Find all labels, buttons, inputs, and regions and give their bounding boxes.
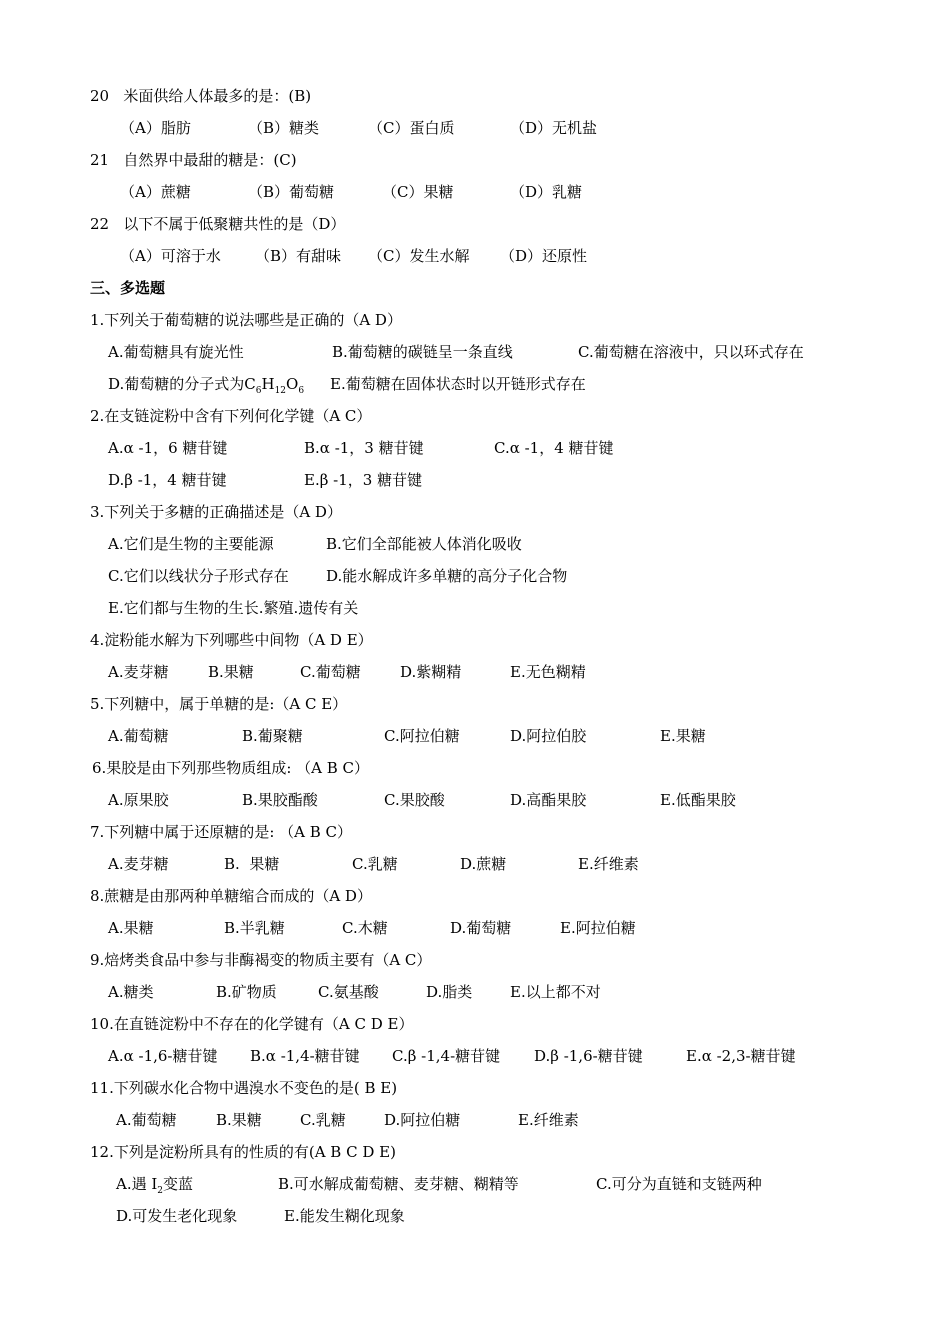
m6-option-c: C.果胶酸 (384, 791, 445, 809)
m6-option-d: D.高酯果胶 (510, 791, 587, 809)
m1-option-c: C.葡萄糖在溶液中，只以环式存在 (578, 343, 804, 361)
mc-question-11: 11.下列碳水化合物中遇溴水不变色的是( B E) (90, 1079, 398, 1097)
question-21: 21 自然界中最甜的糖是：(C) (90, 151, 297, 169)
m5-option-c: C.阿拉伯糖 (384, 727, 460, 745)
mc-question-2: 2.在支链淀粉中含有下列何化学键（A C） (90, 407, 372, 425)
q20-option-a: （A）脂肪 (120, 119, 191, 137)
m10-option-a: A.α -1,6-糖苷键 (108, 1047, 218, 1065)
m1-option-d-text: D.葡萄糖的分子式为C (108, 375, 256, 393)
m11-option-e: E.纤维素 (518, 1111, 579, 1129)
mc-question-12: 12.下列是淀粉所具有的性质的有(A B C D E) (90, 1143, 396, 1161)
q21-option-d: （D）乳糖 (510, 183, 583, 201)
m11-option-b: B.果糖 (216, 1111, 262, 1129)
m1-sub-h: 12 (274, 386, 287, 396)
m9-option-e: E.以上都不对 (510, 983, 601, 1001)
m11-option-c: C.乳糖 (300, 1111, 346, 1129)
m3-option-b: B.它们全部能被人体消化吸收 (326, 535, 522, 553)
m7-option-a: A.麦芽糖 (108, 855, 169, 873)
q22-option-a: （A）可溶于水 (120, 247, 221, 265)
m3-option-c: C.它们以线状分子形式存在 (108, 567, 289, 585)
m2-option-e: E.β -1，3 糖苷键 (304, 471, 423, 489)
m1-option-d (108, 374, 304, 394)
m4-option-e: E.无色糊精 (510, 663, 586, 681)
q22-option-d: （D）还原性 (500, 247, 588, 265)
mc-question-9: 9.焙烤类食品中参与非酶褐变的物质主要有（A C） (90, 951, 432, 969)
m2-option-d: D.β -1，4 糖苷键 (108, 471, 227, 489)
mc-question-7: 7.下列糖中属于还原糖的是: （A B C） (90, 823, 353, 841)
m12-option-a-text: A.遇 I (116, 1175, 158, 1193)
m4-option-a: A.麦芽糖 (108, 663, 169, 681)
m9-option-c: C.氨基酸 (318, 983, 379, 1001)
m8-option-d: D.葡萄糖 (450, 919, 512, 937)
m7-option-b: B. 果糖 (224, 855, 280, 873)
m10-option-c: C.β -1,4-糖苷键 (392, 1047, 501, 1065)
m5-option-a: A.葡萄糖 (108, 727, 169, 745)
m10-option-d: D.β -1,6-糖苷键 (534, 1047, 643, 1065)
m5-option-b: B.葡聚糖 (242, 727, 303, 745)
m4-option-c: C.葡萄糖 (300, 663, 361, 681)
m4-option-b: B.果糖 (208, 663, 254, 681)
q22-option-b: （B）有甜味 (255, 247, 342, 265)
m1-sub-o: 6 (298, 386, 305, 396)
m2-option-c: C.α -1，4 糖苷键 (494, 439, 614, 457)
m12-option-a (116, 1174, 193, 1194)
m8-option-a: A.果糖 (108, 919, 154, 937)
m5-option-e: E.果糖 (660, 727, 706, 745)
m10-option-b: B.α -1,4-糖苷键 (250, 1047, 360, 1065)
m6-option-a: A.原果胶 (108, 791, 169, 809)
mc-question-5: 5.下列糖中，属于单糖的是:（A C E） (90, 695, 348, 713)
m4-option-d: D.紫糊精 (400, 663, 462, 681)
m12-option-b: B.可水解成葡萄糖、麦芽糖、糊精等 (278, 1175, 519, 1193)
m8-option-c: C.木糖 (342, 919, 388, 937)
m8-option-e: E.阿拉伯糖 (560, 919, 636, 937)
m1-h: H (261, 375, 275, 393)
m11-option-a: A.葡萄糖 (116, 1111, 177, 1129)
q21-option-a: （A）蔗糖 (120, 183, 191, 201)
m1-option-e: E.葡萄糖在固体状态时以开链形式存在 (330, 375, 586, 393)
m9-option-d: D.脂类 (426, 983, 473, 1001)
q22-option-c: （C）发生水解 (368, 247, 470, 265)
m1-option-a: A.葡萄糖具有旋光性 (108, 343, 244, 361)
m12-option-d: D.可发生老化现象 (116, 1207, 238, 1225)
m7-option-e: E.纤维素 (578, 855, 639, 873)
mc-question-8: 8.蔗糖是由那两种单糖缩合而成的（A D） (90, 887, 372, 905)
section-heading: 三、多选题 (90, 279, 166, 297)
m1-sub-c: 6 (255, 386, 262, 396)
mc-question-4: 4.淀粉能水解为下列哪些中间物（A D E） (90, 631, 373, 649)
m3-option-e: E.它们都与生物的生长.繁殖.遗传有关 (108, 599, 359, 617)
mc-question-1: 1.下列关于葡萄糖的说法哪些是正确的（A D） (90, 311, 402, 329)
m12-option-a-suffix: 变蓝 (163, 1175, 194, 1193)
m11-option-d: D.阿拉伯糖 (384, 1111, 461, 1129)
m12-option-e: E.能发生糊化现象 (284, 1207, 405, 1225)
q20-option-b: （B）糖类 (248, 119, 320, 137)
m2-option-b: B.α -1，3 糖苷键 (304, 439, 424, 457)
q21-option-b: （B）葡萄糖 (248, 183, 335, 201)
m9-option-b: B.矿物质 (216, 983, 277, 1001)
m5-option-d: D.阿拉伯胶 (510, 727, 587, 745)
mc-question-3: 3.下列关于多糖的正确描述是（A D） (90, 503, 342, 521)
m2-option-a: A.α -1，6 糖苷键 (108, 439, 228, 457)
m6-option-b: B.果胶酯酸 (242, 791, 318, 809)
m7-option-d: D.蔗糖 (460, 855, 507, 873)
m3-option-d: D.能水解成许多单糖的高分子化合物 (326, 567, 568, 585)
m1-option-b: B.葡萄糖的碳链呈一条直线 (332, 343, 513, 361)
m6-option-e: E.低酯果胶 (660, 791, 736, 809)
m1-o: O (286, 375, 299, 393)
m10-option-e: E.α -2,3-糖苷键 (686, 1047, 796, 1065)
q20-option-c: （C）蛋白质 (368, 119, 455, 137)
m12-option-c: C.可分为直链和支链两种 (596, 1175, 762, 1193)
mc-question-10: 10.在直链淀粉中不存在的化学键有（A C D E） (90, 1015, 414, 1033)
q20-option-d: （D）无机盐 (510, 119, 598, 137)
m3-option-a: A.它们是生物的主要能源 (108, 535, 274, 553)
m7-option-c: C.乳糖 (352, 855, 398, 873)
question-20: 20 米面供给人体最多的是：(B) (90, 87, 312, 105)
m12-sub-2: 2 (157, 1186, 164, 1196)
mc-question-6: 6.果胶是由下列那些物质组成: （A B C） (92, 759, 370, 777)
m9-option-a: A.糖类 (108, 983, 154, 1001)
question-22: 22 以下不属于低聚糖共性的是（D） (90, 215, 346, 233)
q21-option-c: （C）果糖 (382, 183, 454, 201)
m8-option-b: B.半乳糖 (224, 919, 285, 937)
